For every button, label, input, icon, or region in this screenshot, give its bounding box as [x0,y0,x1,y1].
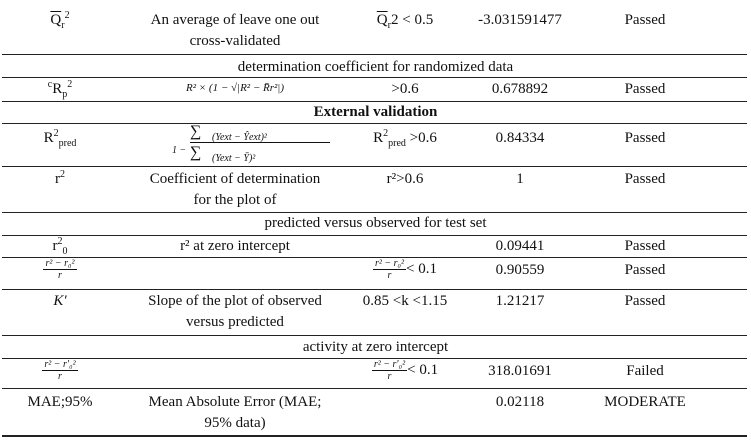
crp2-criterion: >0.6 [391,81,419,97]
r2-metric: $r^2$ [55,169,65,187]
section-external-validation: External validation [313,104,438,120]
r20-metric: $r^2_0$ [52,236,68,257]
divider [2,335,747,336]
mae-value: 0.02118 [495,394,545,410]
r20-status: Passed [624,238,666,254]
row1-metric: $\overline{Q}_r^2$ [50,10,70,31]
ratio-a-metric: $\frac{\text{r² − r₀²}}{r}$ [45,258,75,281]
row1-criterion: $\overline{Q}_r2 < 0.5$ [376,12,434,31]
section-activity: activity at zero intercept [302,339,449,355]
divider [2,289,747,290]
ratio-b-metric: $\frac{\text{r² − r′₀²}}{r}$ [44,359,76,382]
section-predicted-observed: predicted versus observed for test set [264,215,487,231]
ratio-a-value: 0.90559 [495,262,545,278]
row1-value: -3.031591477 [478,12,562,28]
r2pred-metric: $R^2_{pred}$ [43,128,77,149]
r20-value: 0.09441 [495,238,545,254]
r20-description: r² at zero intercept [180,238,290,254]
r2pred-value: 0.84334 [495,130,545,146]
r2-description: Coefficient of determination for the plot of [149,171,321,208]
mae-description: Mean Absolute Error (MAE; 95% data) [148,394,322,431]
crp2-metric: $^cR_p^2$ [47,79,73,100]
k-prime-metric: K′ [53,293,67,309]
ratio-b-status: Failed [626,363,664,379]
divider [2,54,747,55]
crp2-formula: R² × (1 − √|R² − R̄r²|) [185,82,284,94]
k-prime-description: Slope of the plot of observed versus predicted [148,293,322,330]
r2-criterion: r²>0.6 [386,171,424,187]
ratio-a-criterion: $\frac{\text{r² − r₀²}}{r}$ < 0.1 [375,258,437,281]
row1-description: An average of leave one out cross-validated [150,12,320,49]
mae-status: MODERATE [604,394,686,410]
divider [2,77,747,78]
k-prime-value: 1.21217 [495,293,545,309]
table-bottom-border [2,435,747,437]
r2-value: 1 [516,171,524,187]
r2pred-criterion: $R^2_{pred} >0.6$ [373,128,437,149]
crp2-status: Passed [624,81,666,97]
divider [2,388,747,389]
r2pred-formula: 1 − ∑ (Yext − Ŷext)² ∑ (Yext − Ȳ)² [172,122,332,166]
section-randomized: determination coefficient for randomized data [237,59,514,75]
r2pred-status: Passed [624,130,666,146]
k-prime-status: Passed [624,293,666,309]
ratio-a-status: Passed [624,262,666,278]
ratio-b-value: 318.01691 [488,363,552,379]
ratio-b-criterion: $\frac{\text{r² − r′₀²}}{r}$ < 0.1 [373,359,439,382]
row1-status: Passed [624,12,666,28]
divider [2,166,747,167]
r2-status: Passed [624,171,666,187]
mae-metric: MAE;95% [27,394,93,410]
divider [2,123,747,124]
k-prime-criterion: 0.85 <k <1.15 [362,293,448,309]
crp2-value: 0.678892 [491,81,549,97]
